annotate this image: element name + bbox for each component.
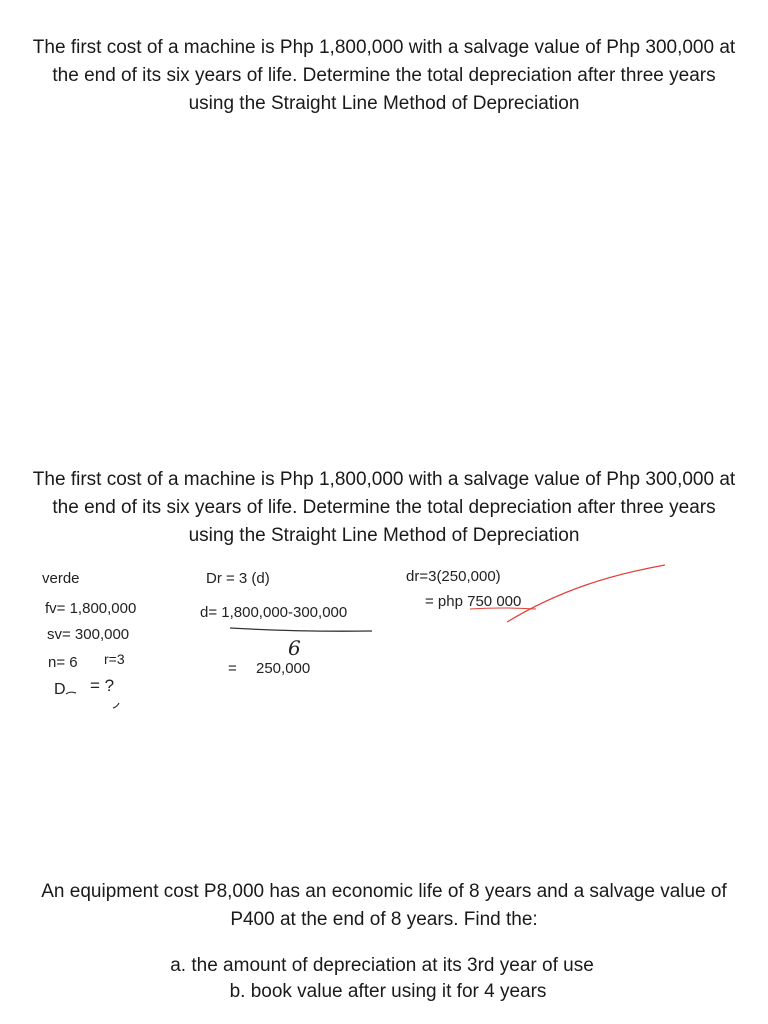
unknown-subscript-mark: [66, 692, 76, 694]
problem-2-line-2: the end of its six years of life. Determine the total depreciation after three years: [52, 497, 716, 518]
problem-3-line-2: P400 at the end of 8 years. Find the:: [230, 909, 538, 930]
problem-3-item-b: b. book value after using it for 4 years: [229, 981, 547, 1002]
problem-1-line-2: the end of its six years of life. Determine the total depreciation after three years: [52, 65, 716, 86]
dr-answer: = php 750 000: [425, 593, 522, 610]
problem-1-line-3: using the Straight Line Method of Depreciation: [188, 93, 580, 114]
problem-3-items: [0, 953, 768, 1005]
stray-tick: [113, 703, 119, 708]
problem-1-line-1: The first cost of a machine is Php 1,800,000 with a salvage value of Php 300,000 at: [32, 37, 736, 58]
solver-name: verde: [42, 570, 80, 587]
problem-2-line-3: using the Straight Line Method of Depreciation: [188, 525, 580, 546]
problem-3: [0, 878, 768, 934]
unknown-label: D: [54, 681, 66, 698]
dr-calculation: dr=3(250,000): [406, 568, 501, 585]
red-check-mark: [507, 565, 665, 622]
given-salvage-value: sv= 300,000: [47, 626, 130, 643]
d-denominator: 6: [288, 636, 301, 660]
problem-2-line-1: The first cost of a machine is Php 1,800,000 with a salvage value of Php 300,000 at: [32, 469, 736, 490]
d-result: 250,000: [256, 660, 311, 677]
problem-3-line-1: An equipment cost P8,000 has an economic life of 8 years and a salvage value of: [41, 881, 727, 902]
given-first-value: fv= 1,800,000: [45, 600, 137, 617]
red-underline: [470, 608, 536, 609]
given-years: r=3: [104, 651, 125, 667]
unknown-value: = ?: [90, 676, 115, 695]
problem-3-item-a: a. the amount of depreciation at its 3rd year of use: [170, 955, 594, 976]
dr-formula: Dr = 3 (d): [206, 570, 270, 587]
d-numerator: d= 1,800,000-300,000: [200, 604, 348, 621]
given-life: n= 6: [48, 654, 78, 671]
d-result-sign: =: [228, 660, 237, 677]
fraction-bar: [230, 628, 372, 631]
